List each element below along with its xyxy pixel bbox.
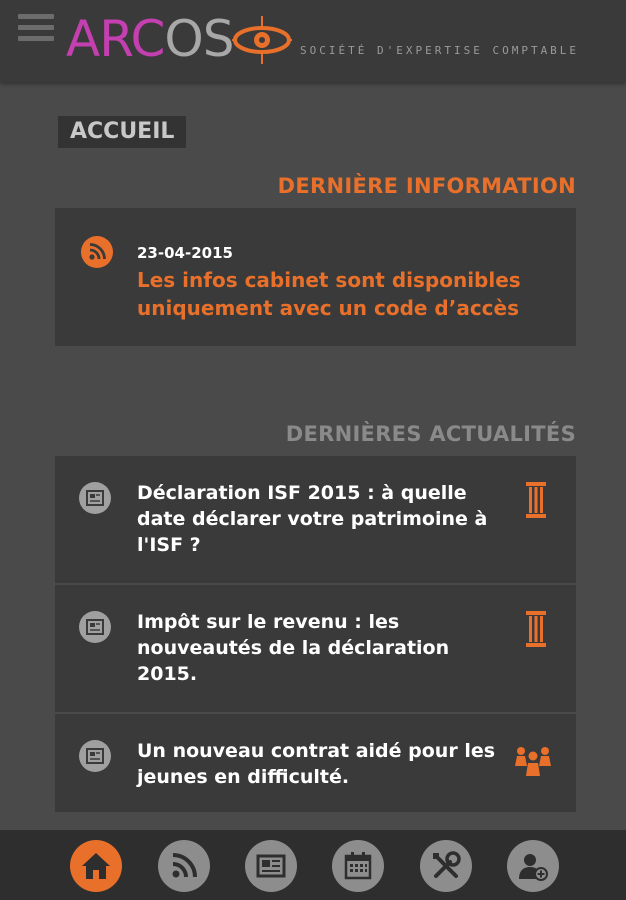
latest-info-card[interactable]	[55, 208, 576, 346]
rss-icon	[168, 850, 200, 882]
column-icon	[526, 611, 546, 647]
list-item[interactable]	[55, 585, 576, 714]
tagline: SOCIÉTÉ D'EXPERTISE COMPTABLE	[300, 44, 580, 57]
nav-calendar-button[interactable]	[332, 840, 384, 892]
nav-news-button[interactable]	[245, 840, 297, 892]
home-icon	[80, 850, 112, 882]
logo-text-os: OS	[164, 10, 234, 68]
info-date: 23-04-2015	[137, 244, 233, 262]
tools-icon	[430, 850, 462, 882]
newspaper-icon	[79, 611, 111, 643]
user-add-icon	[517, 850, 549, 882]
news-title: Un nouveau contrat aidé pour les jeunes en difficulté.	[137, 740, 496, 788]
newspaper-icon	[79, 740, 111, 772]
nav-home-button[interactable]	[70, 840, 122, 892]
logo-text-arc: ARC	[66, 10, 165, 68]
list-item[interactable]	[55, 714, 576, 812]
people-icon	[514, 744, 552, 780]
list-item[interactable]	[55, 456, 576, 585]
newspaper-icon	[255, 850, 287, 882]
news-title: Déclaration ISF 2015 : à quelle date déclarer votre patrimoine à l'ISF ?	[137, 482, 488, 556]
news-list	[55, 456, 576, 812]
logo	[66, 4, 233, 74]
hamburger-menu-icon[interactable]	[18, 14, 54, 46]
nav-tools-button[interactable]	[420, 840, 472, 892]
eye-logo-icon	[232, 16, 292, 64]
info-text: Les infos cabinet sont disponibles uniquement avec un code d’accès	[137, 268, 521, 320]
latest-news-heading: DERNIÈRES ACTUALITÉS	[285, 422, 576, 446]
app-header	[0, 0, 626, 82]
latest-info-heading: DERNIÈRE INFORMATION	[277, 174, 576, 198]
newspaper-icon	[79, 482, 111, 514]
column-icon	[526, 482, 546, 518]
rss-icon	[81, 236, 113, 268]
bottom-nav	[0, 830, 626, 900]
page-title: ACCUEIL	[58, 116, 186, 148]
calendar-icon	[342, 850, 374, 882]
nav-rss-button[interactable]	[158, 840, 210, 892]
nav-user-add-button[interactable]	[507, 840, 559, 892]
news-title: Impôt sur le revenu : les nouveautés de la déclaration 2015.	[137, 611, 450, 685]
